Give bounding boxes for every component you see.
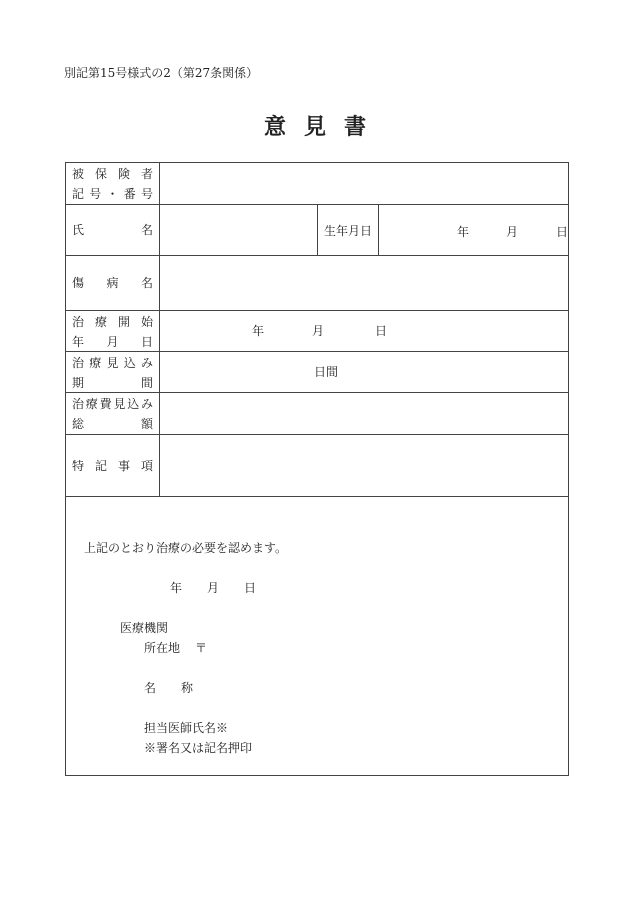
label-line: 特 記 事 項 (72, 458, 153, 473)
row-treatment-cost (66, 393, 568, 435)
special-notes-field[interactable] (160, 435, 568, 496)
treatment-cost-label (66, 393, 160, 434)
birth-date-label: 生年月日 (318, 205, 379, 255)
treatment-period-label (66, 352, 160, 392)
row-special-notes (66, 435, 568, 497)
special-notes-label (66, 435, 160, 496)
birth-day-unit: 日 (556, 225, 569, 239)
label-line: 傷 病 名 (72, 276, 153, 290)
label-line: 氏 名 (72, 223, 153, 237)
period-days-unit: 日間 (314, 365, 339, 379)
name-field[interactable] (160, 205, 318, 255)
insured-number-field[interactable] (160, 163, 568, 204)
birth-year-unit: 年 (457, 225, 470, 239)
label-line: 年 月 日 (72, 335, 153, 349)
page-title: 意見書 (263, 114, 384, 140)
row-disease-name (66, 256, 568, 311)
certification-month-unit: 月 (207, 581, 220, 595)
certification-statement: 上記のとおり治療の必要を認めます。 (84, 541, 288, 555)
birth-date-field[interactable] (379, 205, 568, 255)
insured-number-label (66, 163, 160, 204)
doctor-name-label: 担当医師氏名※ (144, 721, 229, 735)
certification-section (66, 497, 568, 775)
row-name (66, 205, 568, 256)
label-line: 治 療 見 込 み (72, 356, 153, 370)
treatment-cost-field[interactable] (160, 393, 568, 434)
row-insured-number (66, 163, 568, 205)
facility-name-label-2: 称 (181, 681, 194, 695)
label-line: 治 療 費 見 込 み (72, 397, 153, 411)
disease-name-label (66, 256, 160, 310)
row-treatment-start (66, 311, 568, 352)
treatment-start-field[interactable] (160, 311, 568, 351)
signature-note: ※署名又は記名押印 (144, 741, 253, 755)
address-label: 所在地 (144, 641, 181, 655)
start-year-unit: 年 (252, 324, 265, 338)
treatment-start-label (66, 311, 160, 351)
row-treatment-period (66, 352, 568, 393)
postal-mark: 〒 (195, 641, 208, 655)
disease-name-field[interactable] (160, 256, 568, 310)
certification-day-unit: 日 (244, 581, 257, 595)
label-line: 被 保 険 者 (72, 167, 153, 181)
label-line: 治 療 開 始 (72, 315, 153, 329)
opinion-form (65, 162, 569, 776)
birth-month-unit: 月 (506, 225, 519, 239)
facility-name-label-1: 名 (144, 681, 157, 695)
label-line: 期 間 (72, 376, 153, 390)
medical-institution-label: 医療機関 (120, 621, 169, 635)
label-line: 記 号 ・ 番 号 (72, 187, 153, 201)
start-month-unit: 月 (312, 324, 325, 338)
treatment-period-field[interactable] (160, 352, 568, 392)
name-label (66, 205, 160, 255)
start-day-unit: 日 (375, 324, 388, 338)
certification-year-unit: 年 (170, 581, 183, 595)
form-number: 別記第15号様式の2（第27条関係） (64, 66, 259, 80)
label-line: 総 額 (72, 417, 153, 431)
